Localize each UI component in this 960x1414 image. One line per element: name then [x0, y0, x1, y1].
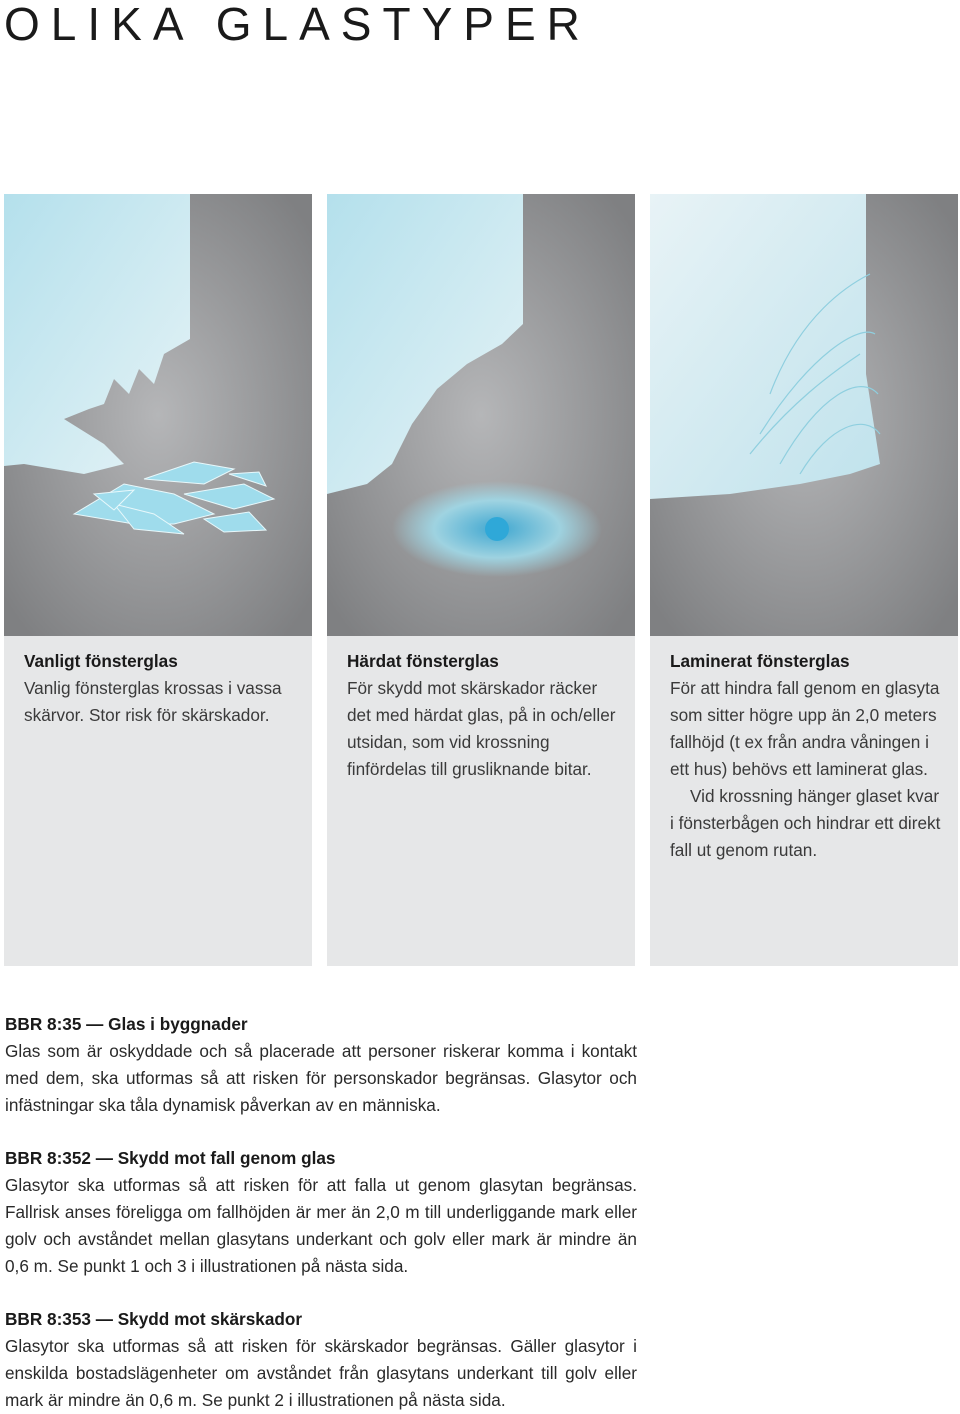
card-text [670, 648, 944, 864]
card-body-2: Vid krossning hänger glaset kvar i fönsterbågen och hindrar ett direkt fall ut genom rutan. [670, 786, 941, 860]
section-heading: BBR 8:352 — Skydd mot fall genom glas [5, 1148, 336, 1168]
section-body: Glasytor ska utformas så att risken för att falla ut genom glasytan begränsas. Fallrisk anses föreligga om fallhöjden är mer än 2,0 m till underliggande mark eller golv och avståndet mellan glasytans underkant och golv eller mark är mindre än 0,6 m. Se punkt 1 och 3 i illustrationen på nästa sida. [5, 1175, 637, 1276]
card-body: För att hindra fall genom en glasyta som sitter högre upp än 2,0 meters fallhöjd (t ex från andra våningen i ett hus) behövs ett laminerat glas. [670, 678, 940, 779]
card-heading: Laminerat fönsterglas [670, 651, 850, 671]
card-heading: Härdat fönsterglas [347, 651, 499, 671]
card-body: Vanlig fönsterglas krossas i vassa skärvor. Stor risk för skärskador. [24, 678, 282, 725]
tempered-glass-illustration [327, 194, 635, 636]
card-text [24, 648, 298, 729]
card-laminated-glass [650, 194, 958, 966]
section-bbr-8352 [5, 1145, 637, 1280]
section-body: Glas som är oskyddade och så placerade att personer riskerar komma i kontakt med dem, ska utformas så att risken för personskador begränsas. Glasytor och infästningar ska tåla dynamisk påverkan av en människa. [5, 1041, 637, 1115]
laminated-glass-pane [650, 194, 880, 499]
card-body: För skydd mot skärskador räcker det med härdat glas, på in och/eller utsidan, som vid krossning finfördelas till grusliknande bitar. [347, 678, 616, 779]
page-title: OLIKA GLASTYPER [4, 0, 591, 50]
card-ordinary-glass [4, 194, 312, 966]
section-bbr-8353 [5, 1306, 637, 1414]
section-bbr-835 [5, 1011, 637, 1119]
section-body: Glasytor ska utformas så att risken för skärskador begränsas. Gäller glasytor i enskilda bostadslägenheter om avståndet från glasytans underkant till golv eller mark är mindre än 0,6 m. Se punkt 2 i illustrationen på nästa sida. [5, 1336, 637, 1410]
section-heading: BBR 8:353 — Skydd mot skärskador [5, 1309, 303, 1329]
card-tempered-glass [327, 194, 635, 966]
card-text [347, 648, 621, 783]
section-heading: BBR 8:35 — Glas i byggnader [5, 1014, 248, 1034]
laminated-glass-illustration [650, 194, 958, 636]
ordinary-glass-illustration [4, 194, 312, 636]
card-heading: Vanligt fönsterglas [24, 651, 178, 671]
